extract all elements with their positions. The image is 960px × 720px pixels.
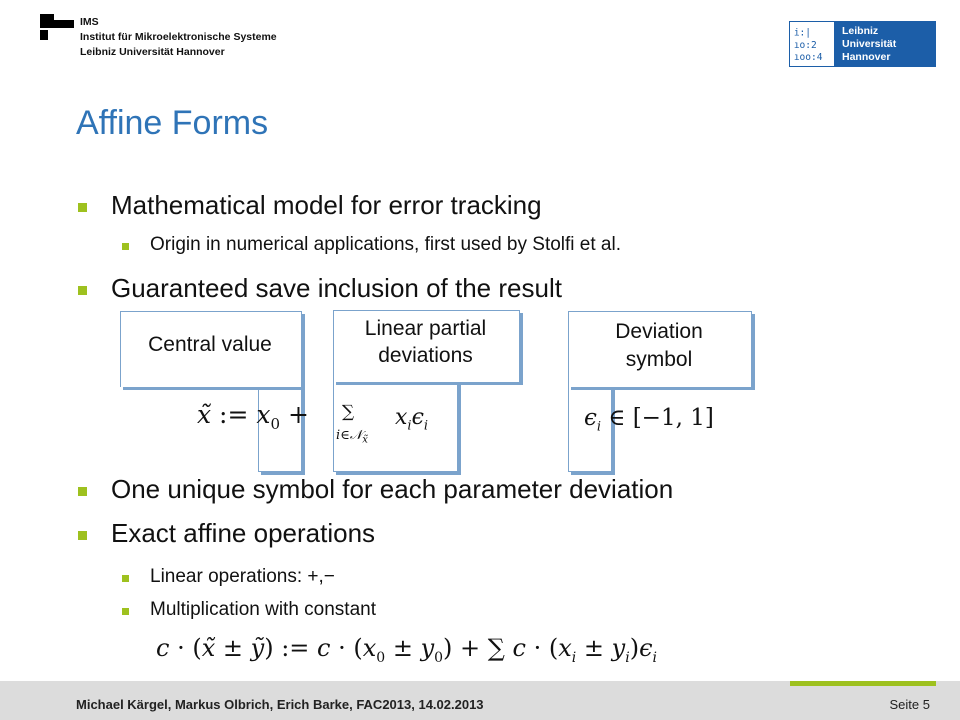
- svg-text:ıo:2: ıo:2: [793, 39, 817, 51]
- university-logo-text: Leibniz Universität Hannover: [835, 21, 936, 67]
- bullet-marker: [78, 203, 87, 212]
- university-logo-icon: [789, 21, 835, 67]
- ims-logo-icon: [40, 14, 74, 40]
- slide-title: Affine Forms: [76, 104, 269, 142]
- bullet-marker: [78, 531, 87, 540]
- footer-authors: Michael Kärgel, Markus Olbrich, Erich Barke, FAC2013, 14.02.2013: [76, 697, 484, 712]
- bullet-marker: [122, 575, 129, 582]
- sum-index: i∈𝒩$_{x̃}$: [336, 428, 368, 446]
- affine-form-formula: x̃ := $x_0$ +: [197, 400, 309, 433]
- multiplication-formula: c · (x̃ ± ỹ) := $c \cdot (x_0 \pm y_0)$ + ∑ $c \cdot (x_i \pm y_i)\epsilon_i$: [156, 634, 658, 666]
- sum-term: $x_i\epsilon_i$: [395, 405, 429, 434]
- university-name: Leibniz Universität Hannover: [80, 46, 225, 58]
- bullet-marker: [122, 608, 129, 615]
- institute-block: [80, 15, 277, 60]
- page-number: Seite 5: [889, 697, 930, 712]
- institute-name: Institut für Mikroelektronische Systeme: [80, 31, 277, 43]
- institute-short: IMS: [80, 16, 99, 28]
- footer-accent: [790, 681, 936, 686]
- svg-text:i:|: i:|: [793, 27, 812, 39]
- bullet-marker: [78, 286, 87, 295]
- deviation-range: $\epsilon_i$ ∈ [−1, 1]: [584, 405, 714, 435]
- university-logo: [789, 21, 936, 67]
- svg-text:ıoo:4: ıoo:4: [793, 52, 823, 64]
- bullet-marker: [122, 243, 129, 250]
- bullet-marker: [78, 487, 87, 496]
- sum-symbol: ∑: [342, 402, 355, 422]
